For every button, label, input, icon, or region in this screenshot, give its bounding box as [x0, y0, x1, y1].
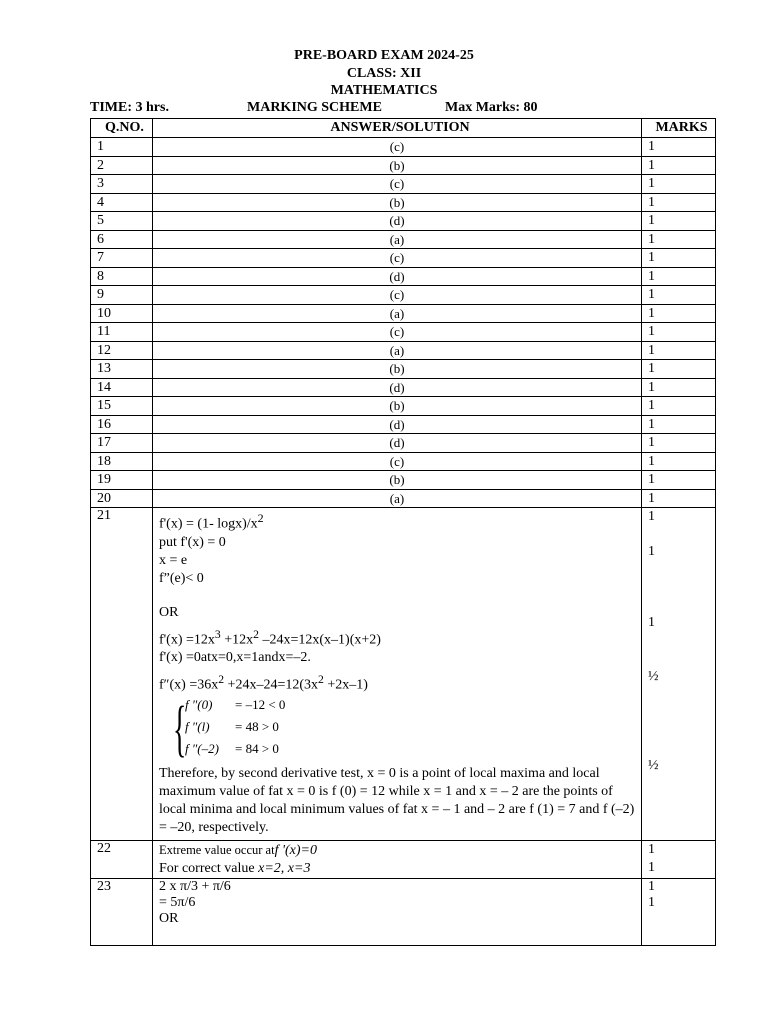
table-row [91, 452, 716, 471]
question-number: 23 [91, 879, 153, 946]
answer-cell: (c) [153, 138, 642, 157]
solution-line: Extreme value occur atf '(x)=0 [159, 843, 317, 858]
marking-scheme-label: MARKING SCHEME [247, 100, 382, 115]
marks-cell: 1 [642, 193, 716, 212]
marks-cell: 1 [642, 452, 716, 471]
solution-line: 2 x π/3 + π/6 [159, 879, 231, 894]
marks-q21: 1 1 1 ½ ½ [642, 508, 716, 841]
answer-cell: (d) [153, 434, 642, 453]
table-row [91, 286, 716, 305]
answer-cell: (a) [153, 341, 642, 360]
solution-q22 [153, 841, 642, 879]
question-number: 20 [91, 489, 153, 508]
table-row [91, 175, 716, 194]
answer-cell: (c) [153, 452, 642, 471]
marks-cell: 1 [642, 212, 716, 231]
table-row-q21 [91, 508, 716, 841]
mcq-answers [91, 138, 716, 508]
solution-line: $f'(x) =12x^3 +12x^2$ –24x=12x(x–1)(x+2) [159, 627, 381, 648]
marks-cell: 1 [642, 471, 716, 490]
marks-cell: 1 [642, 378, 716, 397]
question-number: 7 [91, 249, 153, 268]
table-row [91, 267, 716, 286]
answer-cell: (b) [153, 471, 642, 490]
answer-cell: (d) [153, 267, 642, 286]
marks-cell: 1 [642, 267, 716, 286]
table-row [91, 249, 716, 268]
table-row [91, 397, 716, 416]
answer-cell: (c) [153, 323, 642, 342]
question-number: 6 [91, 230, 153, 249]
marks-cell: 1 [642, 415, 716, 434]
question-number: 17 [91, 434, 153, 453]
question-number: 15 [91, 397, 153, 416]
marks-cell: 1 [642, 175, 716, 194]
table-header-row [91, 119, 716, 138]
solution-q21 [153, 508, 642, 841]
marks-cell: 1 [642, 156, 716, 175]
question-number: 11 [91, 323, 153, 342]
qno-column-header: Q.NO. [91, 119, 153, 138]
table-row [91, 323, 716, 342]
answer-cell: (b) [153, 397, 642, 416]
marks-cell: 1 [642, 489, 716, 508]
answer-cell: (d) [153, 415, 642, 434]
table-row-q22 [91, 841, 716, 879]
table-row [91, 156, 716, 175]
solution-line: f'(x) =0atx=0,x=1andx=–2. [159, 650, 311, 666]
solution-line: For correct value x=2, x=3 [159, 861, 311, 876]
answer-cell: (c) [153, 175, 642, 194]
table-row [91, 341, 716, 360]
second-derivative-system: { f ″(0) = –12 < 0 f ″(l) = 48 > 0 f ″(–2) = 84 > 0 [173, 694, 286, 763]
solution-line: f'(x) = (1- $\log x)/x^2$ [159, 511, 264, 532]
answer-cell: (d) [153, 378, 642, 397]
solution-line: put f'(x) = 0 [159, 534, 226, 550]
table-row [91, 360, 716, 379]
table-row [91, 434, 716, 453]
question-number: 18 [91, 452, 153, 471]
marks-cell: 1 [642, 341, 716, 360]
table-row [91, 471, 716, 490]
exam-info-line [90, 100, 714, 118]
subject-heading: MATHEMATICS [330, 83, 438, 98]
question-number: 22 [91, 841, 153, 879]
question-number: 19 [91, 471, 153, 490]
or-label: OR [159, 604, 179, 620]
question-number: 14 [91, 378, 153, 397]
question-number: 21 [91, 508, 153, 841]
answer-cell: (b) [153, 360, 642, 379]
question-number: 2 [91, 156, 153, 175]
question-number: 9 [91, 286, 153, 305]
marks-column-header: MARKS [642, 119, 716, 138]
answer-cell: (c) [153, 286, 642, 305]
marks-cell: 1 [642, 286, 716, 305]
answer-cell: (c) [153, 249, 642, 268]
table-row [91, 489, 716, 508]
table-row [91, 193, 716, 212]
exam-title: PRE-BOARD EXAM 2024-25 [294, 48, 474, 63]
marks-cell: 1 [642, 323, 716, 342]
table-row [91, 230, 716, 249]
marks-cell: 1 [642, 397, 716, 416]
marks-cell: 1 [642, 304, 716, 323]
marks-cell: 1 [642, 360, 716, 379]
brace-symbol: { [173, 694, 187, 763]
marks-q22: 1 1 [642, 841, 716, 879]
conclusion-paragraph: Therefore, by second derivative test, x = 0 is a point of local maxima and local maximum value of fat x = 0 is f (0) = 12 while x = 1 and x = – 2 are the points of local minima and local minimum values of fat x = – 1 and – 2 are f (1) = 7 and f (–2) = –20, respectively. [159, 765, 635, 835]
class-heading: CLASS: XII [346, 66, 422, 81]
answer-cell: (a) [153, 489, 642, 508]
solution-line: x = e [159, 552, 188, 568]
table-row [91, 138, 716, 157]
answer-cell: (b) [153, 156, 642, 175]
answer-cell: (a) [153, 230, 642, 249]
solution-line: = 5π/6 [159, 895, 196, 910]
answer-cell: (b) [153, 193, 642, 212]
marks-cell: 1 [642, 138, 716, 157]
question-number: 13 [91, 360, 153, 379]
table-row [91, 212, 716, 231]
marks-q23: 1 1 [642, 879, 716, 946]
answer-cell: (d) [153, 212, 642, 231]
table-row [91, 304, 716, 323]
answer-column-header: ANSWER/SOLUTION [153, 119, 642, 138]
table-row-q23 [91, 879, 716, 946]
table-row [91, 378, 716, 397]
marks-cell: 1 [642, 230, 716, 249]
question-number: 3 [91, 175, 153, 194]
question-number: 10 [91, 304, 153, 323]
marks-cell: 1 [642, 249, 716, 268]
answer-cell: (a) [153, 304, 642, 323]
question-number: 16 [91, 415, 153, 434]
exam-time: TIME: 3 hrs. [90, 100, 169, 115]
solution-line: f”(e)< 0 [159, 570, 204, 586]
question-number: 4 [91, 193, 153, 212]
question-number: 12 [91, 341, 153, 360]
marking-scheme-table [90, 118, 716, 946]
marks-cell: 1 [642, 434, 716, 453]
question-number: 5 [91, 212, 153, 231]
max-marks: Max Marks: 80 [445, 100, 538, 115]
solution-q23 [153, 879, 642, 946]
solution-line: $f''(x) =36x^2 +24x-24=12(3x^2 +2x-1)$ [159, 673, 368, 693]
question-number: 1 [91, 138, 153, 157]
table-row [91, 415, 716, 434]
question-number: 8 [91, 267, 153, 286]
or-label: OR [159, 911, 179, 926]
